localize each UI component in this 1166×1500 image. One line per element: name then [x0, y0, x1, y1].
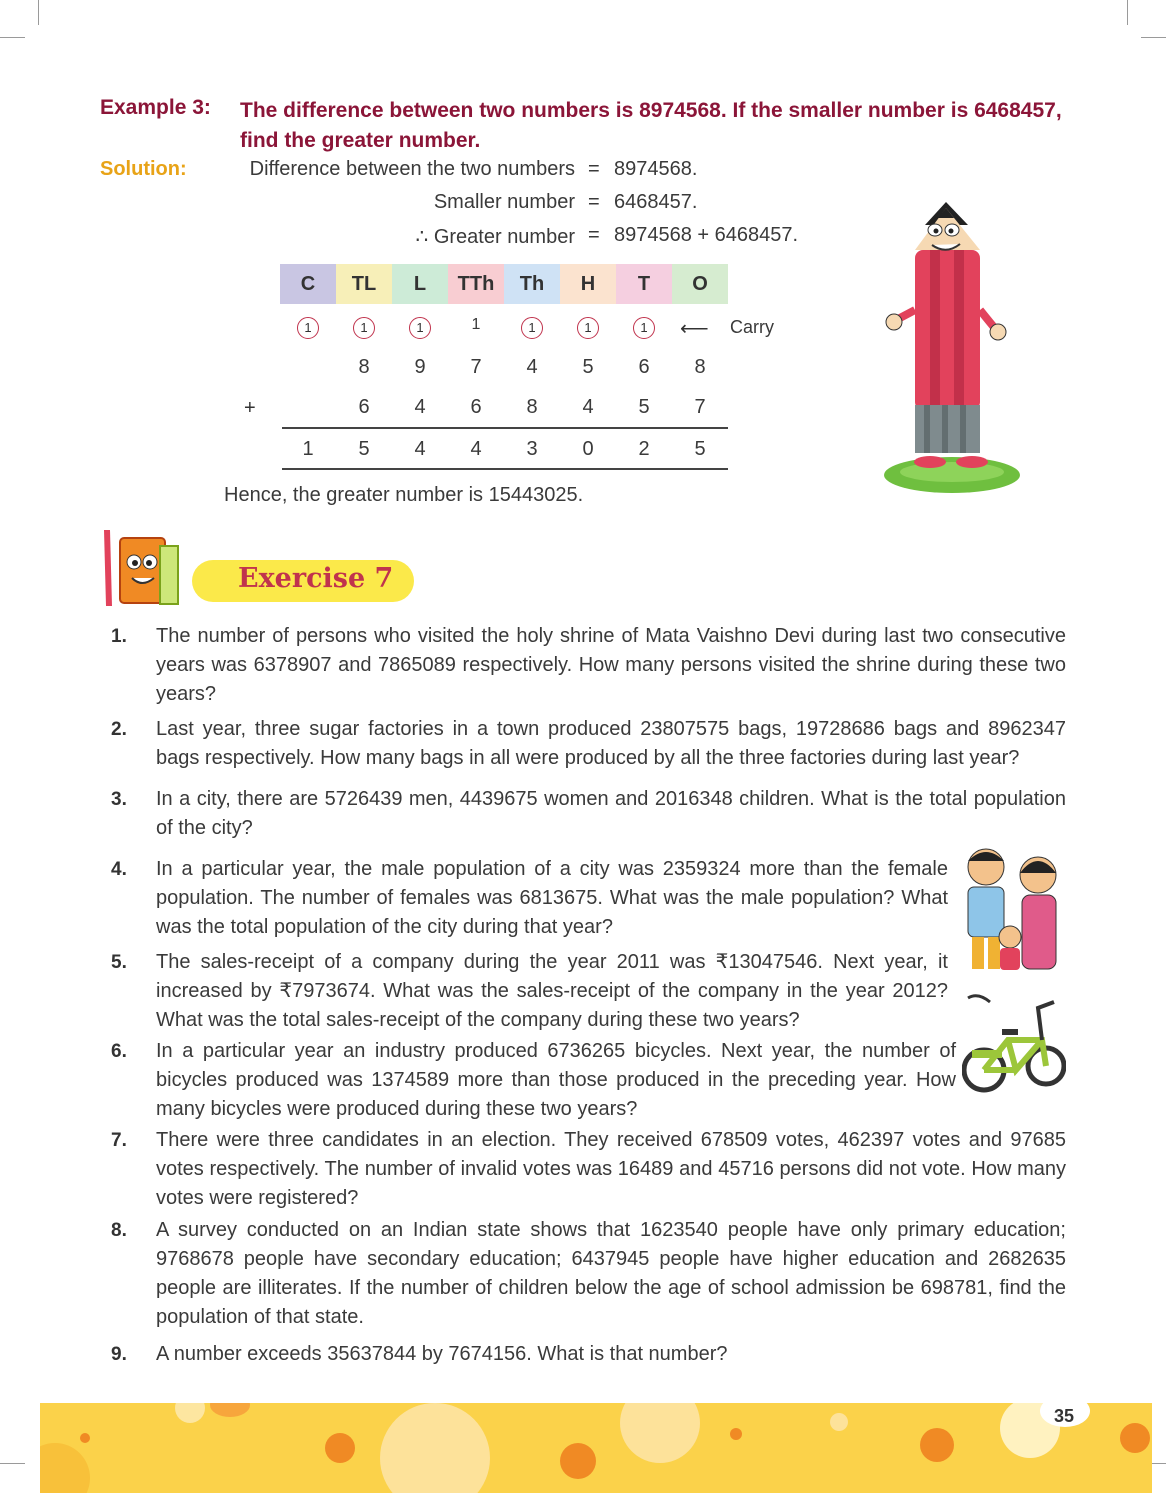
question-text: There were three candidates in an election. They received 678509 votes, 462397 votes and 97685 votes respectively. The number of invalid votes was 16489 and 45716 persons did not vote. How many votes were registered? [156, 1129, 1066, 1209]
carry-digit: 1 [577, 317, 599, 339]
crop-mark [38, 0, 39, 25]
addend-digit: 6 [638, 356, 650, 378]
decor-dot [920, 1428, 954, 1462]
carry-digit: 1 [297, 317, 319, 339]
addend-digit: 5 [582, 356, 594, 378]
carry-digit: 1 [521, 317, 543, 339]
carry-label: Carry [730, 317, 774, 337]
solution-line-2-right: 6468457. [614, 191, 698, 213]
carry-digit: 1 [471, 316, 481, 333]
page-footer-band [40, 1403, 1152, 1493]
solution-line-1-right: 8974568. [614, 158, 698, 180]
decor-dot [620, 1403, 700, 1463]
question-text: A number exceeds 35637844 by 7674156. What is that number? [156, 1343, 728, 1365]
question-text: In a particular year an industry produced 6736265 bicycles. Next year, the number of bicycles produced was 1374589 more than those produced in the preceding year. How many bicycles were produced during these two years? [156, 1040, 956, 1120]
decor-dot [80, 1433, 90, 1443]
decor-dot [325, 1433, 355, 1463]
conclusion: Hence, the greater number is 15443025. [224, 484, 584, 506]
plus-sign: + [244, 397, 256, 419]
question-text: In a particular year, the male population of a city was 2359324 more than the female population. The number of females was 6813675. What was the male population? What was the total population of the city during that year? [156, 858, 948, 938]
arrow-left-icon: ⟵ [680, 318, 709, 340]
question-number: 1. [111, 626, 127, 647]
carry-digit: 1 [353, 317, 375, 339]
sum-digit: 0 [582, 438, 594, 460]
addend-digit: 5 [638, 396, 650, 418]
crop-mark [1141, 37, 1166, 38]
question-text: In a city, there are 5726439 men, 4439675 women and 2016348 children. What is the total population of the city? [156, 788, 1066, 839]
place-header-th: Th [504, 264, 560, 304]
addend-digit: 9 [414, 356, 426, 378]
question-number: 3. [111, 789, 127, 810]
sum-digit: 4 [470, 438, 482, 460]
addend-digit: 4 [582, 396, 594, 418]
equals-sign: = [588, 158, 600, 180]
question-number: 2. [111, 719, 127, 740]
question-number: 4. [111, 859, 127, 880]
sum-line-bottom [282, 468, 728, 470]
question-text: The number of persons who visited the holy shrine of Mata Vaishno Devi during last two consecutive years was 6378907 and 7865089 respectively. How many persons visited the shrine during these two years? [156, 625, 1066, 705]
addend-digit: 8 [694, 356, 706, 378]
place-header-c: C [280, 264, 336, 304]
place-header-tth: TTh [448, 264, 504, 304]
addend-digit: 7 [694, 396, 706, 418]
decor-dot [560, 1443, 596, 1479]
sum-digit: 5 [358, 438, 370, 460]
place-header-tl: TL [336, 264, 392, 304]
decor-dot [40, 1443, 90, 1493]
question-number: 8. [111, 1220, 127, 1241]
equals-sign: = [588, 191, 600, 213]
book-mascot-icon [100, 528, 195, 610]
question-number: 6. [111, 1041, 127, 1062]
solution-line-3-left: ∴ Greater number [415, 226, 575, 248]
family-illustration [958, 845, 1066, 973]
decor-dot [175, 1403, 205, 1423]
solution-line-3-right: 8974568 + 6468457. [614, 224, 799, 246]
addend-digit: 6 [358, 396, 370, 418]
addend-digit: 4 [414, 396, 426, 418]
exercise-title: Exercise 7 [238, 563, 394, 594]
addend-digit: 8 [526, 396, 538, 418]
solution-label: Solution: [100, 158, 187, 180]
question-text: Last year, three sugar factories in a town produced 23807575 bags, 19728686 bags and 8962347 bags respectively. How many bags in all were produced by all the three factories during last year? [156, 718, 1066, 769]
decor-dot [830, 1413, 848, 1431]
question-number: 7. [111, 1130, 127, 1151]
sum-digit: 4 [414, 438, 426, 460]
sum-digit: 2 [638, 438, 650, 460]
solution-line-2-left: Smaller number [433, 191, 575, 213]
page-number: 35 [1054, 1406, 1075, 1426]
carry-digit: 1 [409, 317, 431, 339]
addend-digit: 4 [526, 356, 538, 378]
decor-dot [1120, 1423, 1150, 1453]
equals-sign: = [588, 224, 600, 246]
bicycle-illustration [962, 990, 1066, 1102]
sum-digit: 3 [526, 438, 538, 460]
example-question: The difference between two numbers is 8974568. If the smaller number is 6468457, find the greater number. [240, 99, 1062, 152]
example-label: Example 3: [100, 96, 211, 119]
crop-mark [1127, 0, 1128, 25]
question-text: A survey conducted on an Indian state shows that 1623540 people have only primary education; 9768678 people have secondary education; 6437945 people have higher education and 2682635 people are illiterates. If the number of children below the age of school admission be 698781, find the population of that state. [156, 1219, 1066, 1328]
addend-digit: 7 [470, 356, 482, 378]
crop-mark [0, 37, 25, 38]
crop-mark [0, 1463, 25, 1464]
place-header-h: H [560, 264, 616, 304]
addend-digit: 6 [470, 396, 482, 418]
sum-digit: 1 [302, 438, 314, 460]
sum-line-top [282, 427, 728, 429]
sum-digit: 5 [694, 438, 706, 460]
carry-digit: 1 [633, 317, 655, 339]
solution-line-1-left: Difference between the two numbers [249, 158, 575, 180]
place-header-o: O [672, 264, 728, 304]
decor-dot [730, 1428, 742, 1440]
place-header-t: T [616, 264, 672, 304]
question-number: 9. [111, 1344, 127, 1365]
addend-digit: 8 [358, 356, 370, 378]
place-header-l: L [392, 264, 448, 304]
decor-dot [210, 1403, 250, 1417]
question-text: The sales-receipt of a company during the year 2011 was ₹13047546. Next year, it increased by ₹7973674. What was the sales-receipt of the company in the year 2012? What was the total sales-receipt of the company during these two years? [156, 951, 948, 1031]
decor-dot [380, 1403, 490, 1493]
question-number: 5. [111, 952, 127, 973]
pencil-mascot-illustration [880, 200, 1025, 500]
